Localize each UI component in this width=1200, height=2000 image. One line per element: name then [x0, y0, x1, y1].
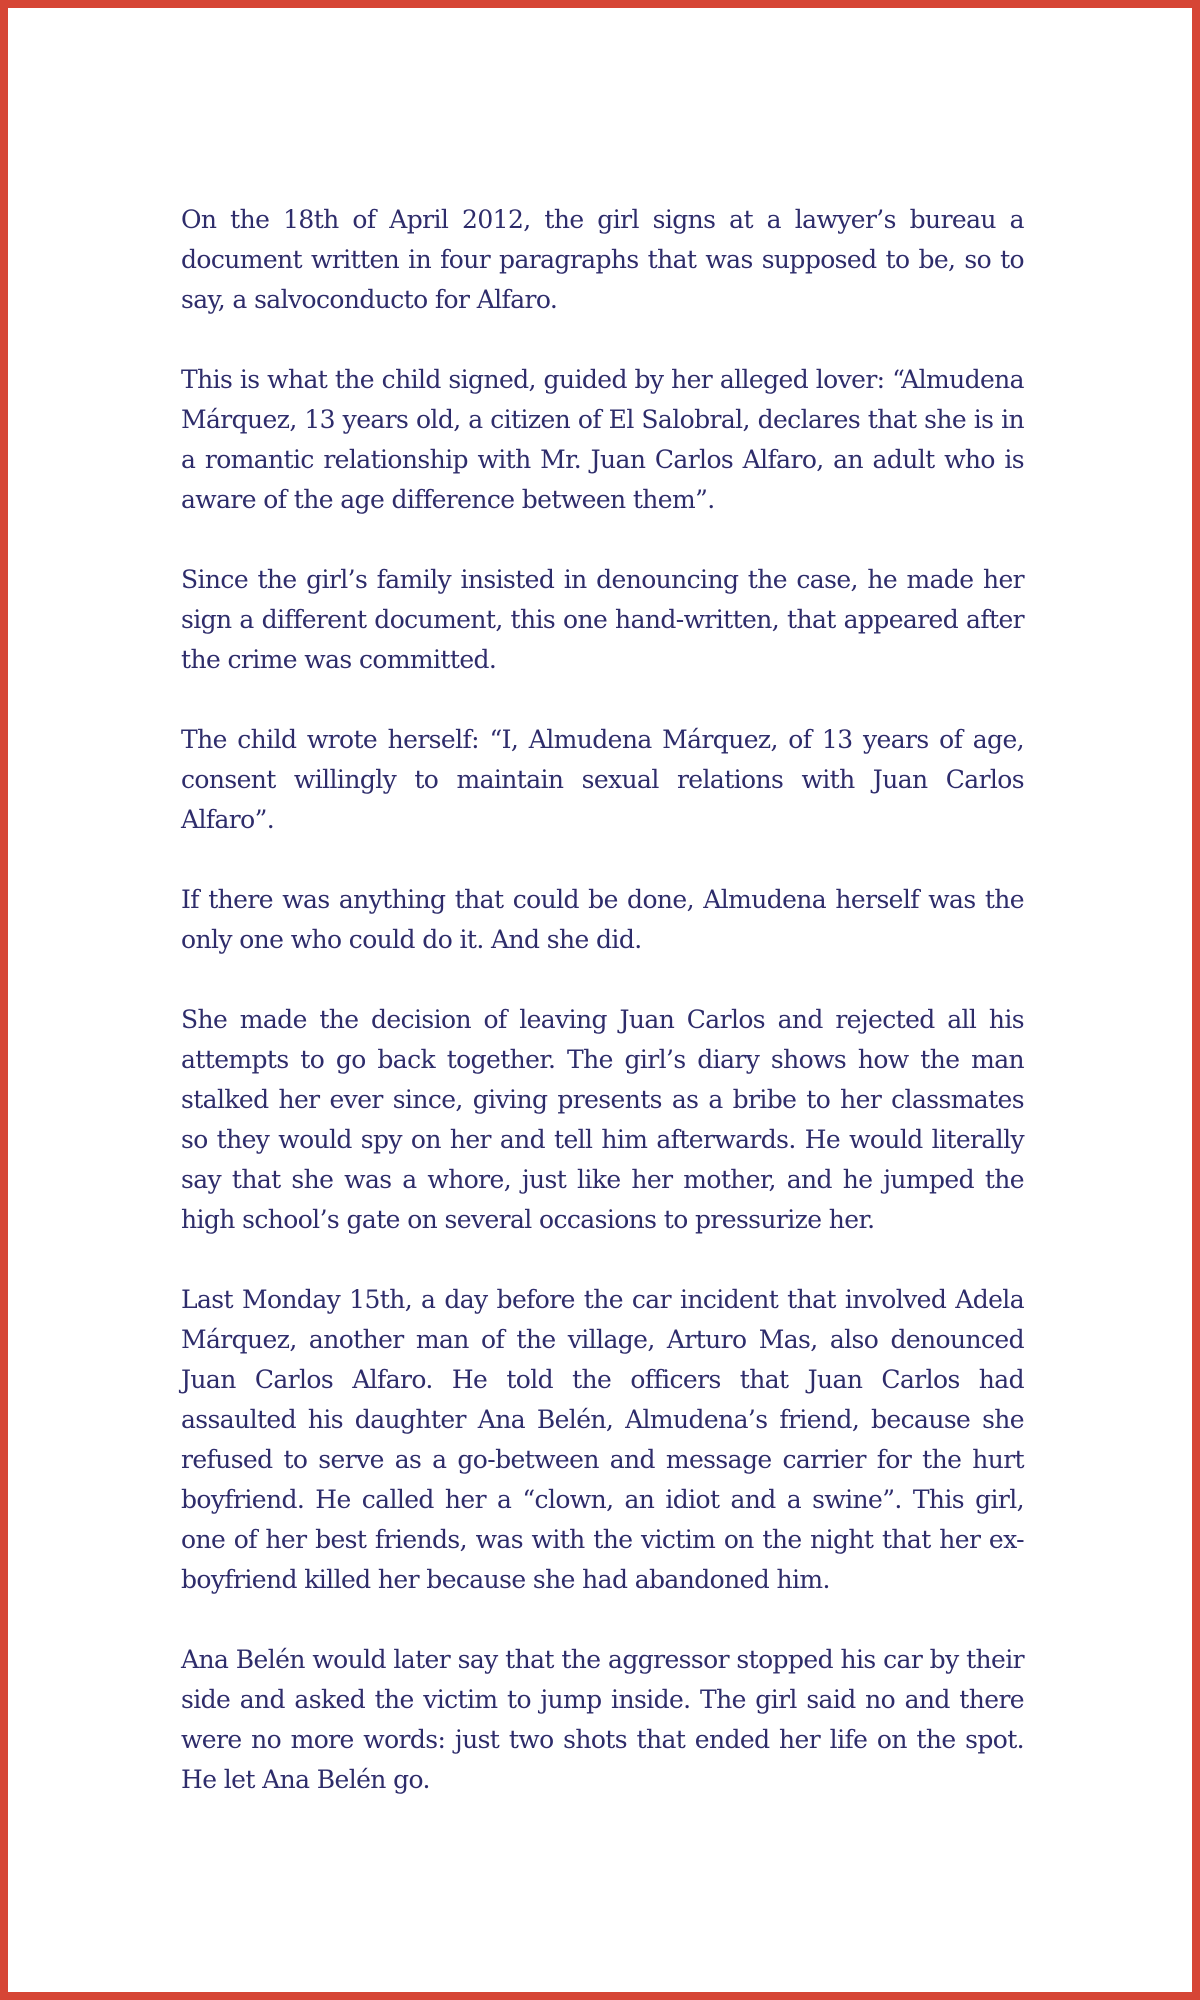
paragraph: Ana Belén would later say that the aggressor stopped his car by their side and asked the victim to jump inside. The girl said no and there were no more words: just two shots that ended her life on the spot. He let Ana Belén go.: [181, 1645, 1024, 1794]
paragraph: Last Monday 15th, a day before the car incident that involved Adela Márquez, another man of the village, Arturo Mas, also denounced Juan Carlos Alfaro. He told the officers that Juan Carlos had assaulted his daughter Ana Belén, Almudena’s friend, because she refused to serve as a go-between and message carrier for the hurt boyfriend. He called her a “clown, an idiot and a swine”. This girl, one of her best friends, was with the victim on the night that her ex-boyfriend killed her because she had abandoned him.: [181, 1285, 1024, 1594]
paragraph: This is what the child signed, guided by her alleged lover: “Almudena Márquez, 13 years old, a citizen of El Salobral, declares that she is in a romantic relationship with Mr. Juan Carlos Alfaro, an adult who is aware of the age difference between them”.: [181, 365, 1024, 514]
article-body: [181, 200, 1024, 1800]
paragraph: She made the decision of leaving Juan Carlos and rejected all his attempts to go back together. The girl’s diary shows how the man stalked her ever since, giving presents as a bribe to her classmates so they would spy on her and tell him afterwards. He would literally say that she was a whore, just like her mother, and he jumped the high school’s gate on several occasions to pressurize her.: [181, 1005, 1024, 1234]
paragraph: The child wrote herself: “I, Almudena Márquez, of 13 years of age, consent willingly to maintain sexual relations with Juan Carlos Alfaro”.: [181, 725, 1024, 834]
paragraph: Since the girl’s family insisted in denouncing the case, he made her sign a different document, this one hand-written, that appeared after the crime was committed.: [181, 565, 1024, 674]
paragraph: If there was anything that could be done, Almudena herself was the only one who could do it. And she did.: [181, 885, 1024, 954]
paragraph: On the 18th of April 2012, the girl signs at a lawyer’s bureau a document written in four paragraphs that was supposed to be, so to say, a salvoconducto for Alfaro.: [181, 205, 1024, 314]
